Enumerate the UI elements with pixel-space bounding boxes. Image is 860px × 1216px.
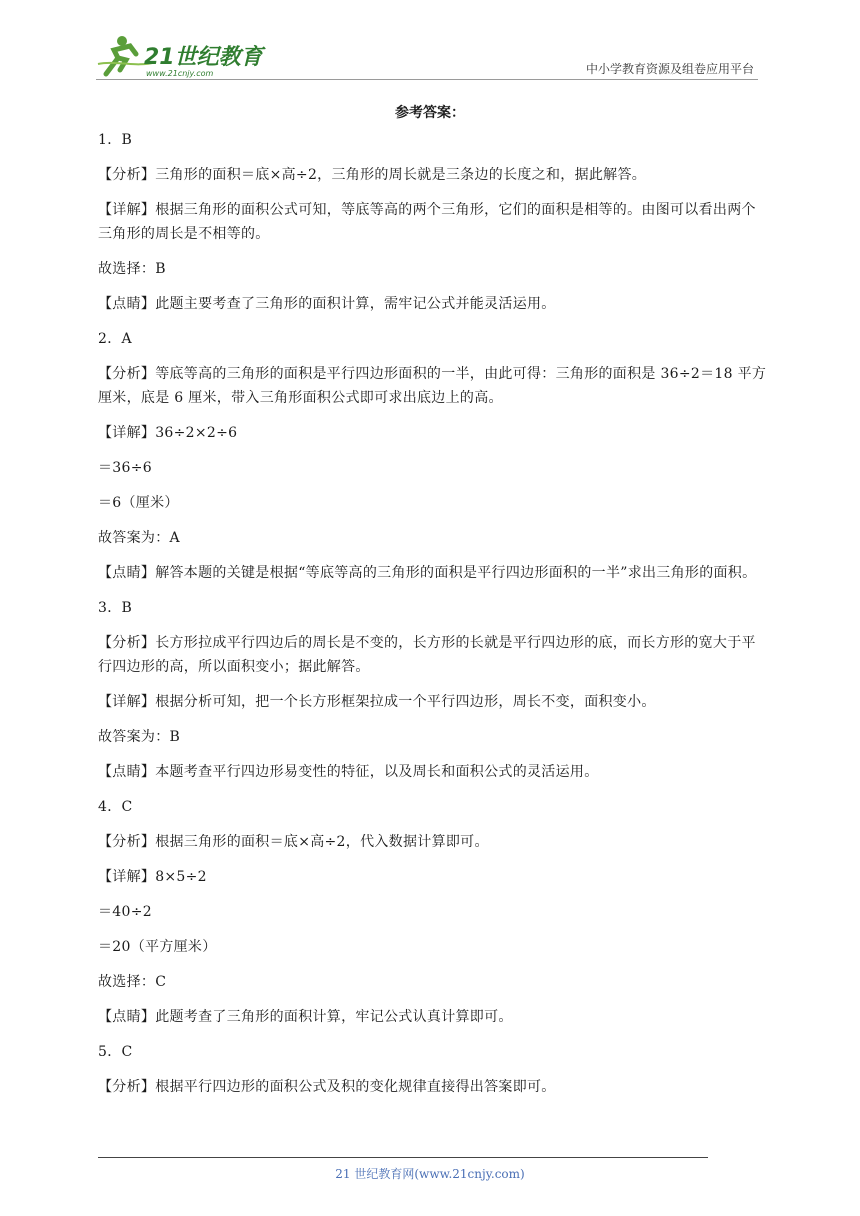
answer-line: 【分析】根据平行四边形的面积公式及积的变化规律直接得出答案即可。 <box>98 1079 556 1095</box>
footer-divider <box>98 1157 708 1158</box>
answer-line: 3．B <box>98 600 133 616</box>
answer-line: ＝40÷2 <box>98 904 152 920</box>
answer-line: 【点睛】解答本题的关键是根据“等底等高的三角形的面积是平行四边形面积的一半”求出三角形的面积。 <box>98 565 757 581</box>
answer-line: 【点睛】此题主要考查了三角形的面积计算，需牢记公式并能灵活运用。 <box>98 296 556 312</box>
answer-line: 【详解】36÷2×2÷6 <box>98 425 238 441</box>
answer-line: ＝20（平方厘米） <box>98 939 217 955</box>
answer-line: 【分析】三角形的面积＝底×高÷2，三角形的周长就是三条边的长度之和，据此解答。 <box>98 167 647 183</box>
answer-line: 2．A <box>98 331 132 347</box>
header-divider <box>96 79 758 80</box>
answer-line: 5．C <box>98 1044 133 1060</box>
answer-line: ＝6（厘米） <box>98 495 179 511</box>
runner-logo-icon <box>96 34 286 78</box>
answer-line: 【详解】根据三角形的面积公式可知，等底等高的两个三角形，它们的面积是相等的。由图可以看出两个三角形的周长是不相等的。 <box>98 202 756 242</box>
platform-name: 中小学教育资源及组卷应用平台 <box>585 62 754 76</box>
answer-line: 1．B <box>98 132 133 148</box>
footer-link[interactable]: 21 世纪教育网(www.21cnjy.com) <box>335 1167 525 1181</box>
page-title: 参考答案： <box>395 105 465 121</box>
answer-line: 【详解】根据分析可知，把一个长方形框架拉成一个平行四边形，周长不变，面积变小。 <box>98 694 656 710</box>
page-header <box>96 30 758 78</box>
answer-line: 【分析】长方形拉成平行四边后的周长是不变的，长方形的长就是平行四边形的底，而长方形的宽大于平行四边形的高，所以面积变小；据此解答。 <box>98 635 756 675</box>
answer-line: 4．C <box>98 799 133 815</box>
answer-line: 【详解】8×5÷2 <box>98 869 207 885</box>
answer-line: 【分析】等底等高的三角形的面积是平行四边形面积的一半，由此可得：三角形的面积是 36÷2＝18 平方厘米，底是 6 厘米，带入三角形面积公式即可求出底边上的高。 <box>98 366 767 406</box>
answer-line: 故选择：B <box>98 261 166 277</box>
svg-text:21世纪教育: 21世纪教育 <box>144 45 263 70</box>
answer-line: 【点睛】此题考查了三角形的面积计算，牢记公式认真计算即可。 <box>98 1009 513 1025</box>
svg-text:www.21cnjy.com: www.21cnjy.com <box>146 69 214 78</box>
answer-line: 故答案为：B <box>98 729 181 745</box>
answer-line: 故选择：C <box>98 974 167 990</box>
answer-line: 【点睛】本题考查平行四边形易变性的特征，以及周长和面积公式的灵活运用。 <box>98 764 599 780</box>
answer-line: 故答案为：A <box>98 530 180 546</box>
answer-content <box>98 128 770 1110</box>
answer-line: 【分析】根据三角形的面积＝底×高÷2，代入数据计算即可。 <box>98 834 489 850</box>
logo <box>96 34 286 78</box>
answer-line: ＝36÷6 <box>98 460 152 476</box>
